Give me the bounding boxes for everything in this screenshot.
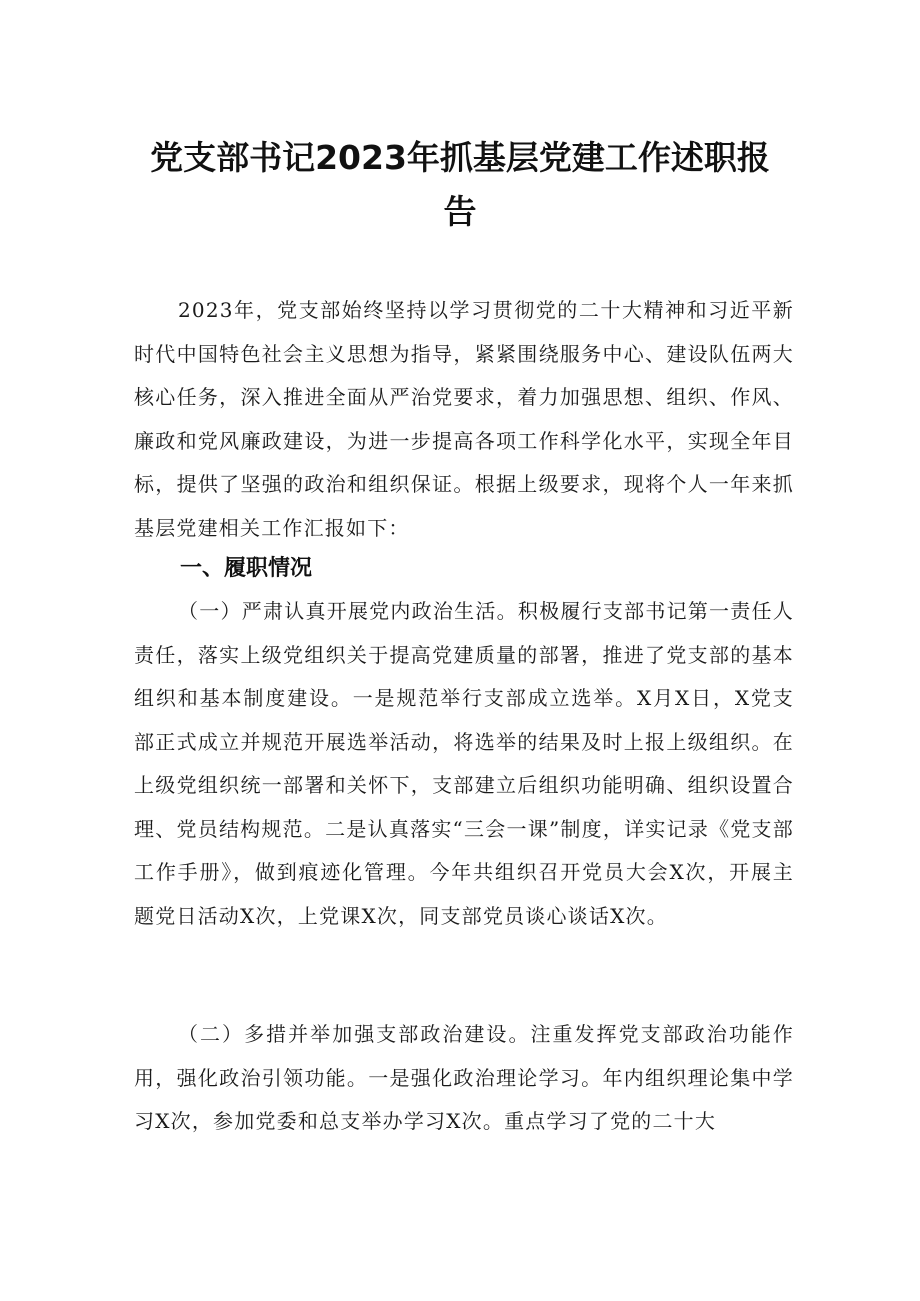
intro-paragraph: 2023年，党支部始终坚持以学习贯彻党的二十大精神和习近平新时代中国特色社会主义思想为指导，紧紧围绕服务中心、建设队伍两大核心任务，深入推进全面从严治党要求，着力加强思想、组织、作风、廉政和党风廉政建设，为进一步提高各项工作科学化水平，实现全年目标，提供了坚强的政治和组织保证。根据上级要求，现将个人一年来抓基层党建相关工作汇报如下：: [134, 298, 794, 540]
paragraph-item-1: （一）严肃认真开展党内政治生活。积极履行支部书记第一责任人责任，落实上级党组织关于提高党建质量的部署，推进了党支部的基本组织和基本制度建设。一是规范举行支部成立选举。X月X日，X党支部正式成立并规范开展选举活动，将选举的结果及时上报上级组织。在上级党组织统一部署和关怀下，支部建立后组织功能明确、组织设置合理、党员结构规范。二是认真落实“三会一课”制度，详实记录《党支部工作手册》，做到痕迹化管理。今年共组织召开党员大会X次，开展主题党日活动X次，上党课X次，同支部党员谈心谈话X次。: [134, 599, 794, 928]
document-title-line-1: 党支部书记2023年抓基层党建工作述职报: [150, 138, 770, 177]
paragraph-item-2: （二）多措并举加强支部政治建设。注重发挥党支部政治功能作用，强化政治引领功能。一是强化政治理论学习。年内组织理论集中学习X次，参加党委和总支举办学习X次。重点学习了党的二十大: [134, 1022, 794, 1133]
document-title-line-2: 告: [443, 192, 477, 231]
section-heading-performance: 一、履职情况: [180, 556, 313, 581]
